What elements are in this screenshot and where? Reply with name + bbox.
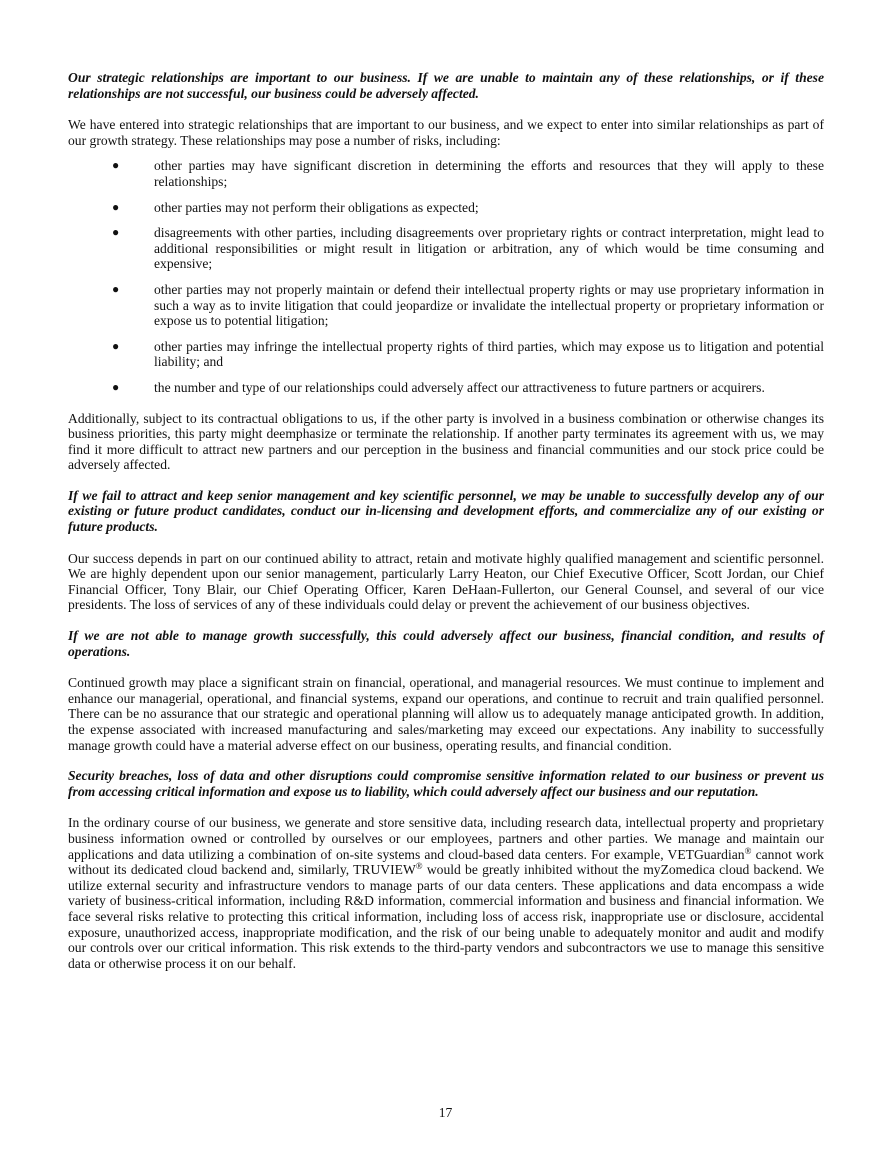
security-text-part3: would be greatly inhibited without the myZomedica cloud backend. We utilize external security and infrastructure vendors to manage parts of our data centers. These applications and data encompass a wide variety of business-critical information, including R&D information, commercial information and business and financial information. We face several risks relative to protecting this critical information, including loss of access risk, inappropriate use or disclosure, accidental exposure, unauthorized access, inappropriate modification, and the risk of our being unable to adequately monitor and audit and modify our controls over our critical information. This risk extends to the third-party vendors and subcontractors we use to manage this sensitive data or otherwise process it on our behalf. <box>68 862 824 971</box>
registered-mark: ® <box>415 861 423 872</box>
section-heading-manage-growth: If we are not able to manage growth successfully, this could adversely affect our business, financial condition, and results of operations. <box>68 628 824 659</box>
security-text-part1: In the ordinary course of our business, we generate and store sensitive data, including research data, intellectual property and proprietary business information owned or controlled by ourselves or our employees, partners and other parties. We manage and maintain our applications and data utilizing a combination of on-site systems and cloud-based data centers. For example, VETGuardian <box>68 815 824 862</box>
bullet-text: other parties may not properly maintain or defend their intellectual property rights or may use proprietary information in such a way as to invite litigation that could jeopardize or invalidate the intellectual property or proprietary information or expose us to potential litigation; <box>154 281 824 329</box>
bullet-text: the number and type of our relationships could adversely affect our attractiveness to future partners or acquirers. <box>154 379 765 395</box>
bullet-text: other parties may infringe the intellectual property rights of third parties, which may expose us to litigation and potential liability; and <box>154 338 824 370</box>
bullet-item <box>68 225 824 272</box>
page-number: 17 <box>438 1105 453 1120</box>
bullet-item <box>68 158 824 189</box>
bullet-text: disagreements with other parties, including disagreements over proprietary rights or contract interpretation, might lead to additional responsibilities or might result in litigation or arbitration, any of which would be time consuming and expensive; <box>154 225 824 272</box>
bullet-icon: ● <box>112 158 120 173</box>
bullet-item <box>68 200 824 216</box>
section-heading-security-breaches: Security breaches, loss of data and other disruptions could compromise sensitive information related to our business or prevent us from accessing critical information and expose us to liability, which could adversely affect our business and our reputation. <box>68 768 824 799</box>
section-heading-senior-management: If we fail to attract and keep senior management and key scientific personnel, we may be unable to successfully develop any of our existing or future product candidates, conduct our in-licensing and development efforts, and commercialize any of our existing or future products. <box>68 487 824 535</box>
bullet-icon: ● <box>112 338 120 353</box>
paragraph-security-breaches <box>68 815 824 971</box>
document-page <box>68 70 824 986</box>
section-heading-strategic-relationships: Our strategic relationships are important to our business. If we are unable to maintain any of these relationships, or if these relationships are not successful, our business could be adversely affected. <box>68 70 824 101</box>
bullet-item <box>68 282 824 329</box>
security-text-part2: cannot work without its dedicated cloud backend and, similarly, TRUVIEW <box>68 846 824 878</box>
paragraph-strategic-closing: Additionally, subject to its contractual obligations to us, if the other party is involved in a business combination or otherwise changes its business priorities, this party might deemphasize or terminate the relationship. If another party terminates its agreement with us, we may find it more difficult to attract new partners and our perception in the business and financial communities and our stock price could be adversely affected. <box>68 410 824 473</box>
paragraph-manage-growth: Continued growth may place a significant strain on financial, operational, and managerial resources. We must continue to implement and enhance our managerial, operational, and financial systems, expand our operations, and continue to recruit and train qualified personnel. There can be no assurance that our strategic and operational planning will allow us to adequately manage anticipated growth. In addition, the expense associated with increased manufacturing and sales/marketing may exceed our expectations. Any inability to successfully manage growth could have a material adverse effect on our business, operating results, and financial condition. <box>68 675 824 753</box>
paragraph-senior-management: Our success depends in part on our continued ability to attract, retain and motivate highly qualified management and scientific personnel. We are highly dependent upon our senior management, particularly Larry Heaton, our Chief Executive Officer, Scott Jordan, our Chief Financial Officer, Tony Blair, our Chief Operating Officer, Karen DeHaan-Fullerton, our General Counsel, and several of our vice presidents. The loss of services of any of these individuals could delay or prevent the achievement of our business objectives. <box>68 550 824 613</box>
bullet-icon: ● <box>112 379 120 394</box>
bullet-icon: ● <box>112 225 120 240</box>
risk-bullet-list <box>68 158 824 395</box>
bullet-item <box>68 380 824 396</box>
paragraph-strategic-intro: We have entered into strategic relationships that are important to our business, and we expect to enter into similar relationships as part of our growth strategy. These relationships may pose a number of risks, including: <box>68 117 824 148</box>
bullet-icon: ● <box>112 199 120 214</box>
registered-mark: ® <box>744 845 752 856</box>
bullet-icon: ● <box>112 281 120 296</box>
bullet-text: other parties may not perform their obligations as expected; <box>154 199 479 215</box>
bullet-text: other parties may have significant discretion in determining the efforts and resources that they will apply to these relationships; <box>154 158 824 189</box>
bullet-item <box>68 339 824 370</box>
